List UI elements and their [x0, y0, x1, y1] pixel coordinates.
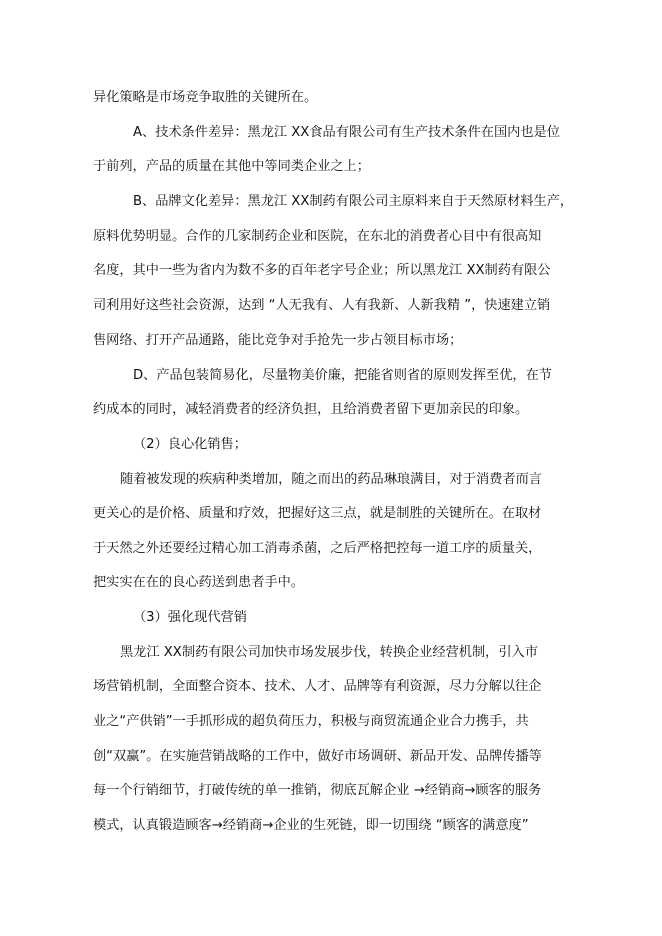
text-line: 黑龙江 XX制药有限公司加快市场发展步伐，转换企业经营机制，引入市 — [120, 645, 538, 660]
text-line: A、技术条件差异：黑龙江 XX食品有限公司有生产技术条件在国内也是位 — [133, 125, 560, 140]
text-line: 随着被发现的疾病种类增加，随之而出的药品琳琅满目，对于消费者而言 — [120, 472, 542, 487]
text-line: B、品牌文化差异：黑龙江 XX制药有限公司主原料来自于天然原材料生产， — [133, 194, 574, 209]
text-line: 把实实在在的良心药送到患者手中。 — [93, 575, 304, 590]
text-line: 模式，认真锻造顾客→经销商→企业的生死链，即一切围绕 “顾客的满意度” — [93, 818, 529, 833]
text-line: 每一个行销细节，打破传统的单一推销，彻底瓦解企业 →经销商→顾客的服务 — [93, 783, 542, 798]
text-line: D、产品包装简易化，尽量物美价廉，把能省则省的原则发挥至优，在节 — [133, 368, 552, 383]
text-line: 司利用好这些社会资源，达到 “人无我有、人有我新、人新我精 ”，快速建立销 — [93, 298, 551, 313]
section-heading: （3）强化现代营销 — [133, 610, 247, 625]
text-line: 场营销机制，全面整合资本、技术、人才、品牌等有利资源，尽力分解以往企 — [93, 679, 542, 694]
text-line: 于天然之外还要经过精心加工消毒杀菌，之后严格把控每一道工序的质量关， — [93, 541, 542, 556]
section-heading: （2）良心化销售； — [133, 437, 247, 452]
text-line: 约成本的同时，减轻消费者的经济负担，且给消费者留下更加亲民的印象。 — [93, 402, 529, 417]
text-line: 原料优势明显。合作的几家制药企业和医院，在东北的消费者心目中有很高知 — [93, 229, 542, 244]
text-line: 名度，其中一些为省内为数不多的百年老字号企业；所以黑龙江 XX制药有限公 — [93, 263, 551, 278]
text-line: 创“双赢”。在实施营销战略的工作中，做好市场调研、新品开发、品牌传播等 — [93, 749, 542, 764]
text-line: 异化策略是市场竞争取胜的关键所在。 — [93, 90, 318, 105]
text-line: 业之“产供销”一手抓形成的超负荷压力，积极与商贸流通企业合力携手，共 — [93, 714, 529, 729]
text-line: 售网络、打开产品通路，能比竞争对手抢先一步占领目标市场； — [93, 333, 463, 348]
text-line: 于前列，产品的质量在其他中等同类企业之上； — [93, 159, 370, 174]
text-line: 更关心的是价格、质量和疗效，把握好这三点，就是制胜的关键所在。在取材 — [93, 506, 542, 521]
